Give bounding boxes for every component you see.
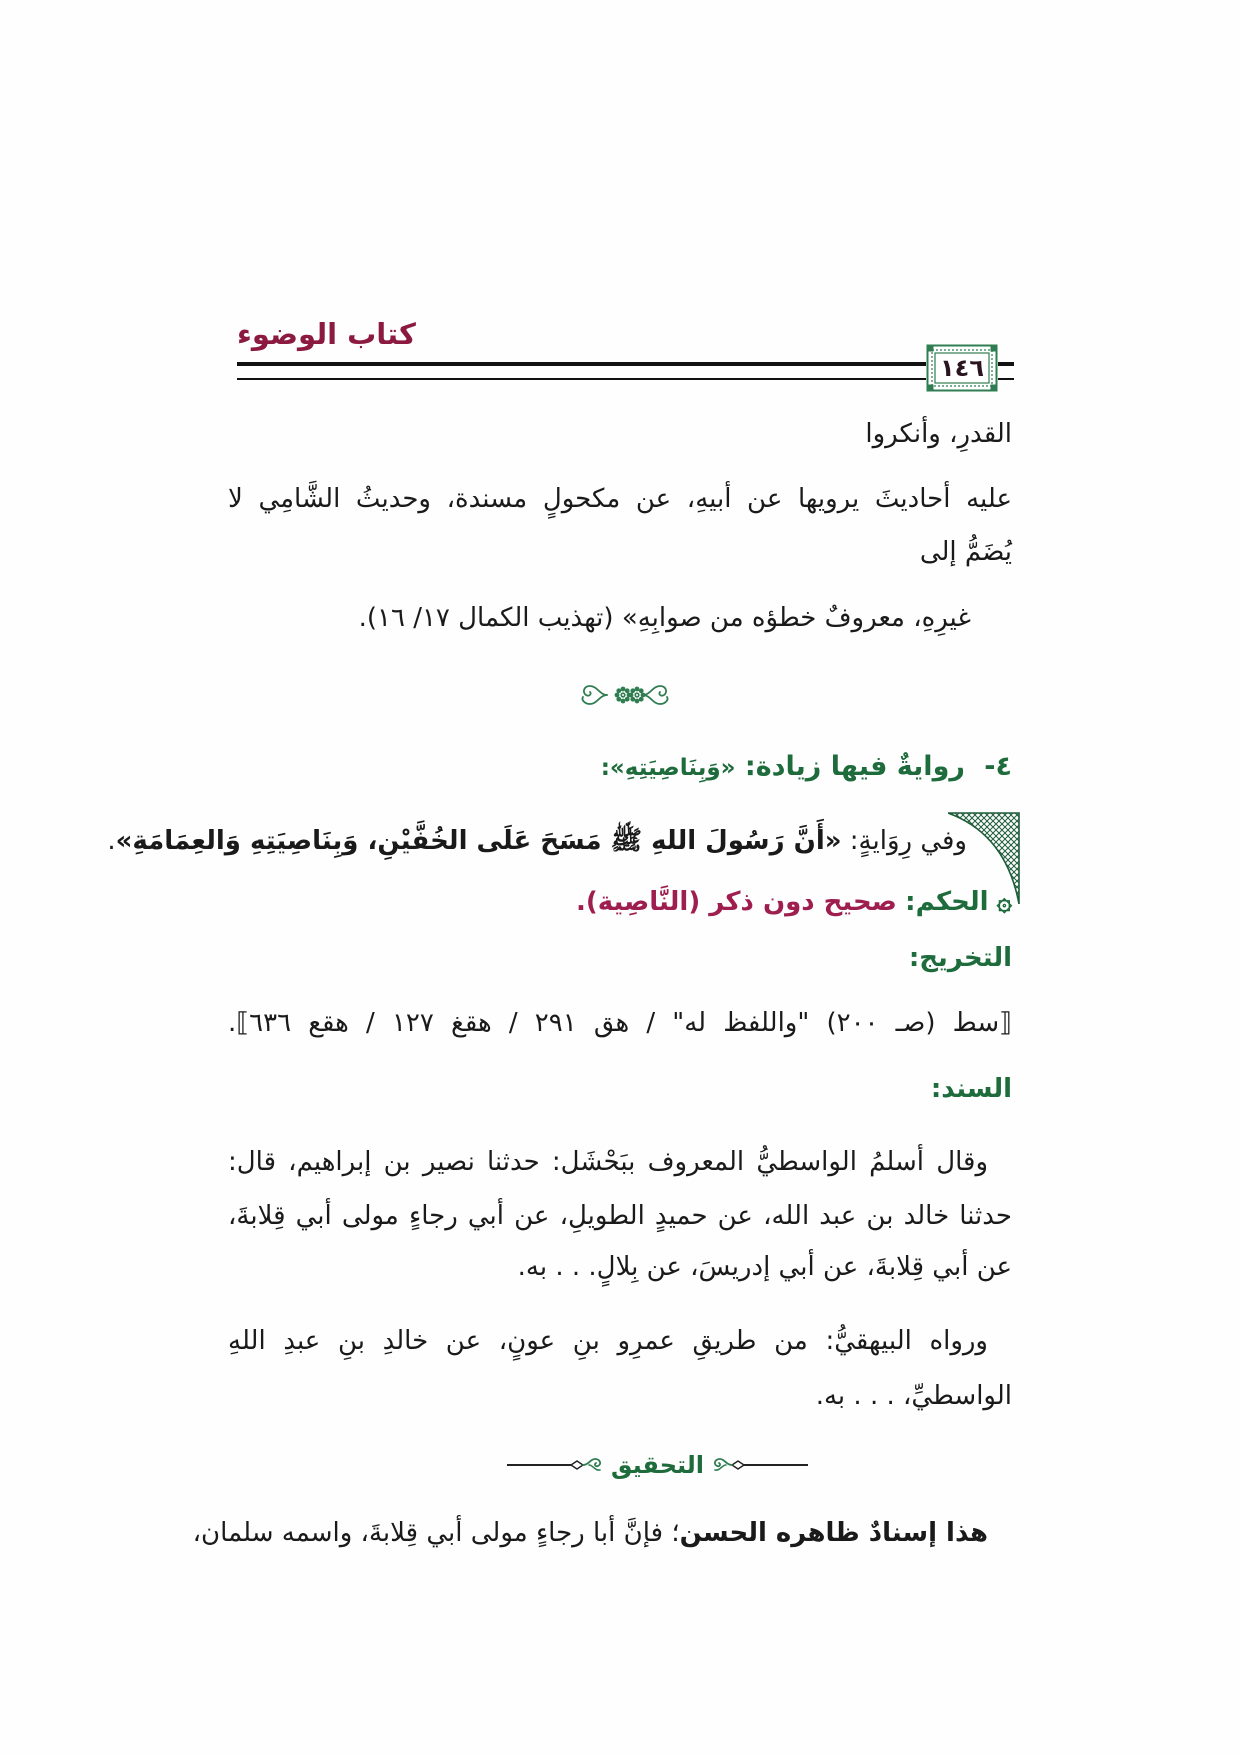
book-title: كتاب الوضوء: [237, 317, 416, 351]
header-rule-thin: [237, 378, 926, 380]
text-line: القدرِ، وأنكروا: [865, 419, 1012, 449]
ruling-marker-icon: ۞: [996, 887, 1012, 917]
takhrij-label: التخريج:: [908, 943, 1012, 973]
divider-line-right: [744, 1464, 808, 1466]
page-number-frame: [926, 344, 998, 392]
narration-end: .: [107, 826, 116, 856]
section-heading: [228, 745, 1012, 789]
text-line: عليه أحاديثَ يرويها عن أبيهِ، عن مكحولٍ مسندة، وحديثُ الشَّامِي لا: [228, 484, 1012, 514]
divider-line-left: [507, 1464, 571, 1466]
page-number: ١٤٦: [940, 354, 984, 382]
takhrij-text: ⟦سط (صـ ٢٠٠) "واللفظ له" / هق ٢٩١ / هقغ ١٢٧ / هقع ٦٣٦⟧.: [228, 1008, 1012, 1038]
section-number: ٤-: [984, 751, 1012, 782]
swirl-ornament-icon: [571, 1455, 605, 1475]
text-line: غيرِهِ، معروفٌ خطؤه من صوابِهِ» (تهذيب الكمال ١٧/ ١٦).: [358, 603, 971, 633]
section-title: روايةٌ فيها زيادة:: [744, 751, 965, 782]
header-rule-thick: [237, 362, 926, 366]
ruling-line: [228, 880, 1012, 924]
tahqiq-line: [192, 1511, 988, 1555]
hadith-text: «أَنَّ رَسُولَ اللهِ ﷺ مَسَحَ عَلَى الخُفَّيْنِ، وَبِنَاصِيَتِهِ وَالعِمَامَةِ»: [115, 826, 842, 856]
tahqiq-label: التحقيق: [610, 1451, 705, 1479]
narration-line: [107, 819, 967, 863]
text-line: يُضَمُّ إلى: [919, 537, 1012, 567]
sanad-line: حدثنا خالد بن عبد الله، عن حميدٍ الطويلِ، عن أبي رجاءٍ مولى أبي قِلابةَ،: [228, 1201, 1012, 1231]
sanad-line: وقال أسلمُ الواسطيُّ المعروف ببَحْشَل: حدثنا نصير بن إبراهيم، قال:: [228, 1147, 988, 1177]
header-rule-thick-end: [998, 362, 1014, 366]
tahqiq-text: ؛ فإنَّ أبا رجاءٍ مولى أبي قِلابةَ، واسمه سلمان،: [192, 1518, 680, 1548]
tahqiq-divider: [507, 1448, 808, 1482]
ruling-text: صحيح دون ذكر (النَّاصِية).: [576, 887, 897, 917]
narration-intro: وفي رِوَايةٍ:: [849, 826, 967, 856]
sanad-line: ورواه البيهقيُّ: من طريقِ عمرِو بنِ عونٍ، عن خالدِ بنِ عبدِ اللهِ: [228, 1326, 988, 1356]
swirl-ornament-icon: [710, 1455, 744, 1475]
sanad-line: عن أبي قِلابةَ، عن أبي إدريسَ، عن بِلالٍ. . . به.: [517, 1252, 1012, 1282]
sanad-label: السند:: [930, 1074, 1012, 1104]
section-quote: «وَبِنَاصِيَتِهِ»:: [600, 755, 736, 781]
ruling-label: الحكم:: [905, 887, 989, 917]
floral-divider-icon: [577, 678, 673, 712]
header-rule-thin-end: [998, 378, 1014, 380]
sanad-line: الواسطيِّ، . . . به.: [815, 1381, 1012, 1411]
tahqiq-verdict: هذا إسنادٌ ظاهره الحسن: [679, 1518, 988, 1548]
